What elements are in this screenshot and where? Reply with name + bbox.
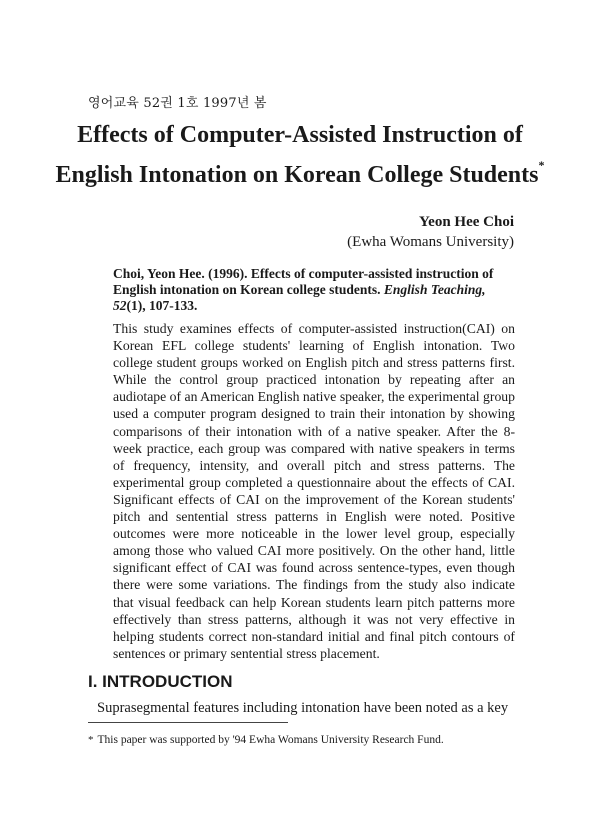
title-line-2 — [0, 152, 600, 192]
footnote-divider — [88, 722, 288, 723]
title-footnote-mark: * — [538, 158, 545, 172]
footnote-mark: * — [88, 734, 94, 746]
footnote-text: This paper was supported by '94 Ewha Womans University Research Fund. — [97, 734, 444, 746]
title-line-1: Effects of Computer-Assisted Instruction of — [77, 122, 523, 148]
footnote — [88, 734, 444, 746]
citation-authors-year: Choi, Yeon Hee. (1996). — [113, 266, 251, 281]
paper-title — [0, 118, 600, 192]
citation-journal: English Teaching, 52 — [113, 282, 486, 313]
section-heading: I. INTRODUCTION — [88, 672, 233, 691]
author-affiliation: (Ewha Womans University) — [347, 234, 514, 250]
citation — [113, 266, 515, 314]
citation-title: Effects of computer-assisted instruction of English intonation on Korean college students. — [113, 266, 494, 297]
introduction-text: Suprasegmental features including intonation have been noted as a key — [97, 700, 509, 716]
title-line-2-text: English Intonation on Korean College Students — [55, 162, 539, 188]
author-name: Yeon Hee Choi — [419, 214, 514, 230]
journal-header: 영어교육 52권 1호 1997년 봄 — [88, 96, 267, 111]
citation-issue-pages: (1), 107-133. — [126, 298, 198, 313]
abstract: This study examines effects of computer-assisted instruction(CAI) on Korean EFL college students' learning of English intonation. Two college student groups worked on English pitch and stress patterns first. While the control group practiced intonation by repeating after an audiotape of an American English native speaker, the experimental group used a computer program designed to train their intonation by showing comparisons of their intonation with of a native speaker. After the 8-week practice, each group was compared with native speakers in terms of frequency, intensity, and overall pitch and stress patterns. The experimental group completed a questionnaire about the effects of CAI. Significant effects of CAI on the improvement of the Korean students' pitch and sentential stress patterns in English were noted. Positive outcomes were more noticeable in the lower level group, especially among those who valued CAI more positively. On the other hand, little significant effect of CAI was found across sentence-types, even though there were some variations. The findings from the study also indicate that visual feedback can help Korean students learn pitch patterns more effectively than stress patterns, although it was not very effective in helping students correct non-standard initial and final pitch contours of sentences or primary sentential stress placement. — [113, 321, 515, 661]
